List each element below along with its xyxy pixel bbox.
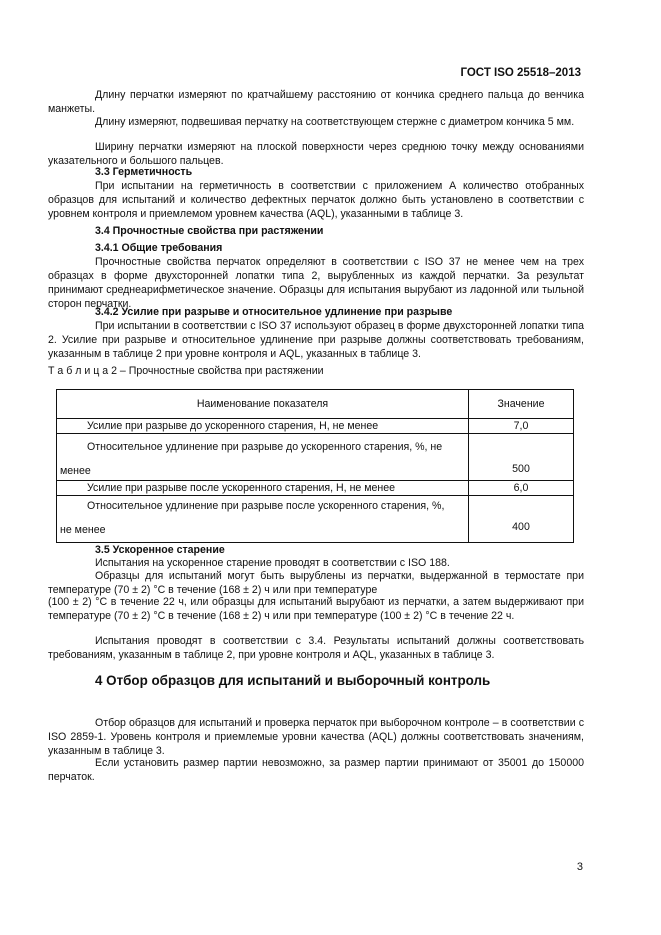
paragraph-tightness: При испытании на герметичность в соответствии с приложением А количество отобранных образцов для испытаний и количество дефектных перчаток должно быть установлено в соответствии с уровнем контроля и приемлемом уровнем качества (AQL), указанными в таблице 3. [48, 180, 584, 220]
table-row [57, 419, 574, 434]
table-cell-name-line1: Относительное удлинение при разрыве после ускоренного старения, %, [87, 500, 445, 512]
table-row [57, 496, 574, 543]
heading-3-4-1: 3.4.1 Общие требования [95, 242, 223, 254]
table-cell-value-text: 400 [512, 521, 530, 533]
section-4-heading: 4 Отбор образцов для испытаний и выборочный контроль [95, 673, 491, 688]
paragraph-tensile-break: При испытании в соответствии с ISO 37 используют образец в форме двухсторонней лопатки типа 2. Усилие при разрыве и относительное удлинение при разрыве должны соответствовать требованиям, указанным в таблице 2 при уровне контроля и AQL, указанных в таблице 3. [48, 320, 584, 360]
table-cell-name: Усилие при разрыве после ускоренного старения, Н, не менее [57, 481, 469, 496]
paragraph-aging-samples-b: (100 ± 2) °C в течение 22 ч, или образцы для испытаний вырубают из перчатки, а затем выдерживают при температуре (70 ± 2) °C в течение (168 ± 2) ч или при температуре (100 ± 2) °C в течение 22 ч. [48, 596, 584, 622]
paragraph-aging-standard: Испытания на ускоренное старение проводят в соответствии с ISO 188. [95, 557, 450, 569]
paragraph-aging-results: Испытания проводят в соответствии с 3.4. Результаты испытаний должны соответствовать требованиям, указанным в таблице 2, при уровне контроля и AQL, указанных в таблице 3. [48, 635, 584, 661]
table-row [57, 481, 574, 496]
heading-3-4-2: 3.4.2 Усилие при разрыве и относительное удлинение при разрыве [95, 306, 453, 318]
table-cell-value: 6,0 [469, 481, 574, 496]
paragraph-width-measure: Ширину перчатки измеряют на плоской поверхности через среднюю точку между основаниями указательного и большого пальцев. [48, 141, 584, 167]
table-row [57, 434, 574, 481]
table-cell-value [469, 496, 574, 543]
paragraph-length-hanging: Длину измеряют, подвешивая перчатку на соответствующем стержне с диаметром кончика 5 мм. [95, 116, 575, 128]
paragraph-tensile-general: Прочностные свойства перчаток определяют в соответствии с ISO 37 не менее чем на трех образцах в форме двухсторонней лопатки типа 2, вырубленных из каждой перчатки. За результат принимают среднеарифметическое значение. Образцы для испытания вырубают из ладонной или тыльной сторон перчатки. [48, 256, 584, 310]
table-header-row [57, 390, 574, 419]
table-cell-name: Усилие при разрыве до ускоренного старения, Н, не менее [57, 419, 469, 434]
table-cell-name [57, 434, 469, 481]
table-cell-value: 7,0 [469, 419, 574, 434]
table-header-value: Значение [469, 390, 574, 419]
document-code: ГОСТ ISO 25518–2013 [460, 67, 581, 79]
paragraph-sampling: Отбор образцов для испытаний и проверка перчаток при выборочном контроле – в соответствии с ISO 2859-1. Уровень контроля и приемлемые уровни качества (AQL) должны соответствовать значениям, указанным в таблице 3. [48, 717, 584, 757]
properties-table [56, 389, 574, 543]
heading-3-3: 3.3 Герметичность [95, 166, 193, 178]
page-number: 3 [576, 861, 583, 873]
table-cell-value [469, 434, 574, 481]
table-cell-name-line1: Относительное удлинение при разрыве до ускоренного старения, %, не [87, 441, 443, 453]
table-header-name: Наименование показателя [57, 390, 469, 419]
table-cell-name-line2: не менее [60, 524, 106, 536]
heading-3-5: 3.5 Ускоренное старение [95, 544, 225, 556]
table-cell-name-line2: менее [60, 465, 91, 477]
table-cell-name [57, 496, 469, 543]
table-caption: Т а б л и ц а 2 – Прочностные свойства при растяжении [48, 365, 324, 377]
heading-3-4: 3.4 Прочностные свойства при растяжении [95, 225, 324, 237]
paragraph-lot-size: Если установить размер партии невозможно, за размер партии принимают от 35001 до 150000 перчаток. [48, 757, 584, 783]
table-cell-value-text: 500 [512, 463, 530, 475]
paragraph-length-measure: Длину перчатки измеряют по кратчайшему расстоянию от кончика среднего пальца до венчика манжеты. [48, 89, 584, 115]
paragraph-aging-samples-a: Образцы для испытаний могут быть вырублены из перчатки, выдержанной в термостате при температуре (70 ± 2) °C в течение (168 ± 2) ч или при температуре [48, 570, 584, 596]
